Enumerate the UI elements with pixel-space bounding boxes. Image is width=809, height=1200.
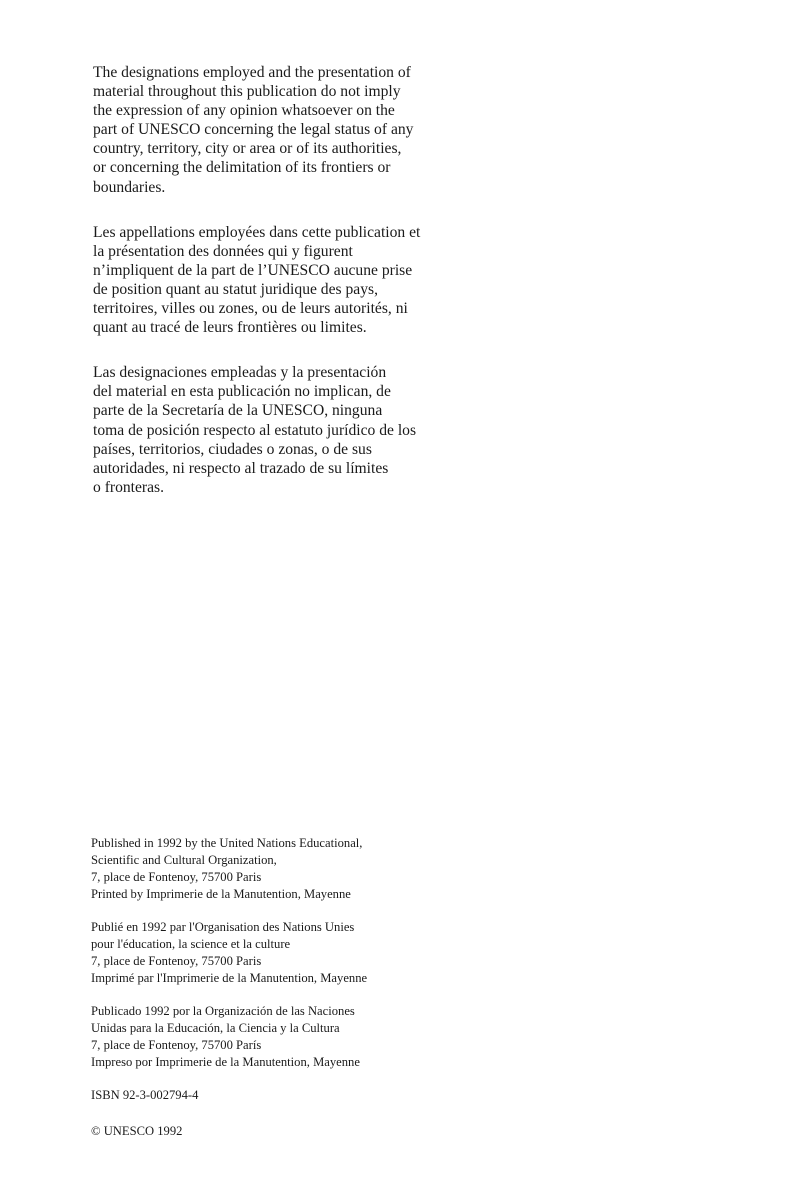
text-line: Unidas para la Educación, la Ciencia y la Cultura (91, 1021, 340, 1035)
text-line: o fronteras. (93, 478, 165, 496)
disclaimer-english (93, 63, 453, 197)
copyright: © UNESCO 1992 (91, 1124, 183, 1138)
text-line: Published in 1992 by the United Nations Educational, (91, 836, 363, 850)
text-line: Scientific and Cultural Organization, (91, 853, 277, 867)
text-line: Impreso por Imprimerie de la Manutention, Mayenne (91, 1055, 360, 1069)
imprint-english (91, 835, 431, 903)
text-line: del material en esta publicación no implican, de (93, 383, 391, 401)
text-line: The designations employed and the presentation of (93, 64, 411, 81)
text-line: toma de posición respecto al estatuto jurídico de los (93, 421, 417, 439)
imprint-section (91, 835, 431, 1159)
text-line: n’impliquent de la part de l’UNESCO aucune prise (93, 261, 413, 279)
text-line: parte de la Secretaría de la UNESCO, ninguna (93, 402, 383, 420)
text-line: Publicado 1992 por la Organización de las Naciones (91, 1004, 355, 1018)
text-line: the expression of any opinion whatsoever on the (93, 102, 395, 120)
text-line: pour l'éducation, la science et la culture (91, 937, 291, 951)
imprint-spanish (91, 1003, 431, 1071)
disclaimer-section (93, 63, 453, 523)
text-line: 7, place de Fontenoy, 75700 Paris (91, 954, 262, 968)
text-line: Las designaciones empleadas y la presentación (93, 364, 387, 382)
text-line: países, territorios, ciudades o zonas, o de sus (93, 440, 372, 458)
text-line: boundaries. (93, 178, 166, 196)
text-line: autoridades, ni respecto al trazado de su límites (93, 459, 389, 477)
text-line: la présentation des données qui y figurent (93, 242, 353, 260)
text-line: 7, place de Fontenoy, 75700 Paris (91, 870, 262, 884)
isbn: ISBN 92-3-002794-4 (91, 1088, 199, 1102)
text-line: de position quant au statut juridique des pays, (93, 280, 378, 298)
disclaimer-spanish (93, 363, 453, 497)
text-line: part of UNESCO concerning the legal status of any (93, 121, 414, 139)
text-line: Printed by Imprimerie de la Manutention, Mayenne (91, 887, 351, 901)
imprint-french (91, 919, 431, 987)
text-line: territoires, villes ou zones, ou de leurs autorités, ni (93, 300, 408, 318)
text-line: Publié en 1992 par l'Organisation des Nations Unies (91, 920, 355, 934)
text-line: quant au tracé de leurs frontières ou limites. (93, 319, 367, 337)
text-line: Imprimé par l'Imprimerie de la Manutention, Mayenne (91, 971, 368, 985)
text-line: country, territory, city or area or of its authorities, (93, 140, 402, 158)
disclaimer-french (93, 223, 453, 338)
text-line: or concerning the delimitation of its frontiers or (93, 159, 391, 177)
text-line: 7, place de Fontenoy, 75700 París (91, 1038, 262, 1052)
text-line: material throughout this publication do not imply (93, 83, 401, 101)
text-line: Les appellations employées dans cette publication et (93, 223, 421, 241)
